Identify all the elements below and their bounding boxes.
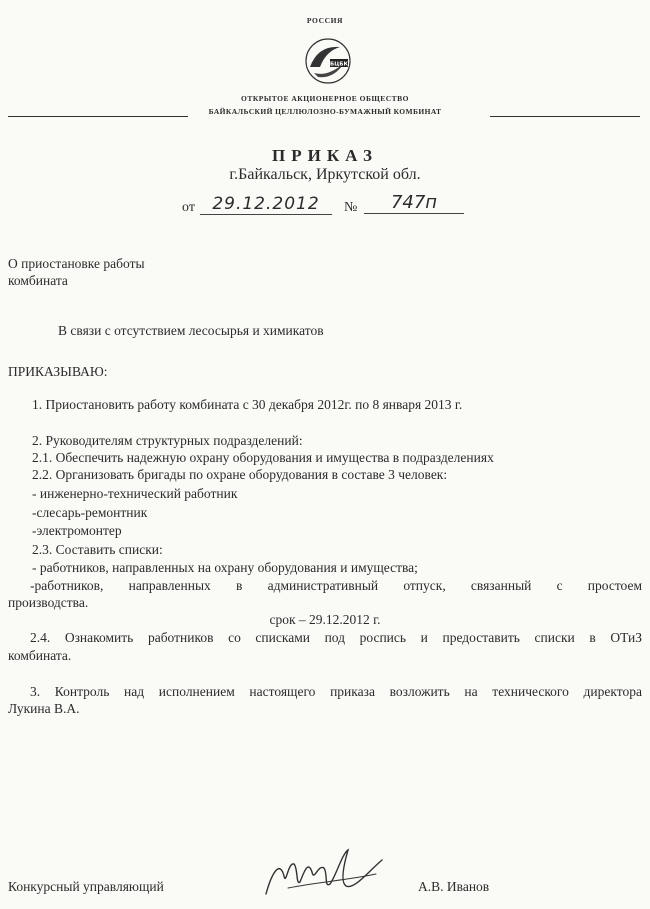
item-3-cont: Лукина В.А. [8, 701, 80, 716]
order-city: г.Байкальск, Иркутской обл. [229, 166, 421, 183]
order-number: 747п [364, 192, 464, 214]
order-subject [8, 255, 208, 289]
item-1: 1. Приостановить работу комбината с 30 декабря 2012г. по 8 января 2013 г. [32, 397, 463, 412]
header-rule-left [8, 116, 188, 117]
country-label: РОССИЯ [306, 16, 344, 25]
list-guard-staff: - работников, направленных на охрану оборудования и имущества; [32, 560, 418, 575]
item-2-4-cont: комбината. [8, 648, 72, 663]
orders-heading: ПРИКАЗЫВАЮ: [8, 364, 108, 379]
item-2-1: 2.1. Обеспечить надежную охрану оборудования и имущества в подразделениях [32, 450, 494, 465]
company-name: БАЙКАЛЬСКИЙ ЦЕЛЛЮЛОЗНО-БУМАЖНЫЙ КОМБИНАТ [208, 107, 442, 116]
role-electrician: -электромонтер [32, 523, 122, 538]
item-2-3: 2.3. Составить списки: [32, 542, 163, 557]
signatory-title: Конкурсный управляющий [8, 879, 164, 894]
item-2: 2. Руководителям структурных подразделений: [32, 433, 303, 448]
order-date: 29.12.2012 [200, 194, 332, 215]
order-date-number-row [182, 192, 492, 220]
handwritten-signature [258, 842, 398, 902]
subject-line-2: комбината [8, 273, 68, 288]
order-title: ПРИКАЗ [272, 146, 378, 165]
item-3: 3. Контроль над исполнением настоящего приказа возложить на технического директора [30, 684, 642, 699]
date-prefix: от [182, 200, 195, 215]
number-prefix: № [344, 200, 358, 215]
role-engineer: - инженерно-технический работник [32, 486, 238, 501]
deadline: срок – 29.12.2012 г. [269, 612, 381, 627]
preamble: В связи с отсутствием лесосырья и химикатов [58, 323, 324, 338]
list-leave-staff: -работников, направленных в административный отпуск, связанный с простоем [30, 578, 642, 593]
company-logo [304, 37, 352, 85]
subject-line-1: О приостановке работы [8, 256, 145, 271]
company-type: ОТКРЫТОЕ АКЦИОНЕРНОЕ ОБЩЕСТВО [241, 94, 409, 103]
header-rule-right [490, 116, 640, 117]
logo-text: БЦБК [330, 61, 348, 68]
item-2-2: 2.2. Организовать бригады по охране оборудования в составе 3 человек: [32, 467, 448, 482]
list-leave-staff-cont: производства. [8, 595, 89, 610]
signatory-name: А.В. Иванов [418, 879, 490, 894]
role-mechanic: -слесарь-ремонтник [32, 505, 148, 520]
item-2-4: 2.4. Ознакомить работников со списками под роспись и предоставить списки в ОТиЗ [30, 630, 642, 645]
